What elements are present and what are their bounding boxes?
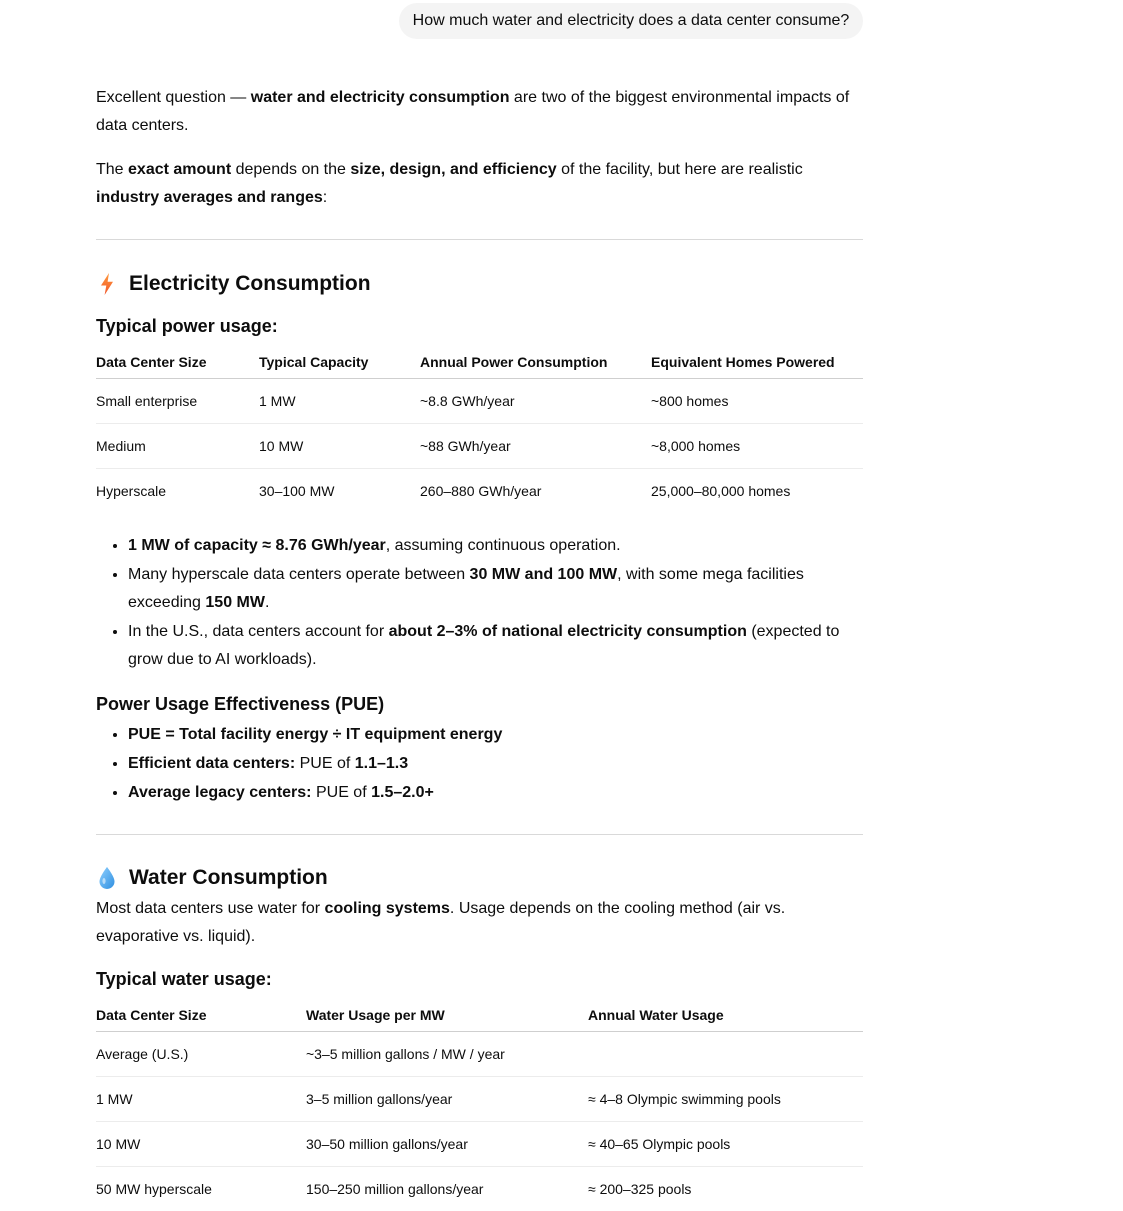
- text-segment: Excellent question —: [96, 89, 251, 106]
- table-header-cell: Annual Power Consumption: [420, 346, 651, 379]
- water-intro-paragraph: [96, 895, 863, 951]
- bold-text: exact amount: [128, 161, 231, 178]
- bold-text: size, design, and efficiency: [350, 161, 556, 178]
- table-cell: ~8,000 homes: [651, 424, 863, 469]
- list-item: [128, 749, 863, 778]
- pue-heading: Power Usage Effectiveness (PUE): [96, 692, 863, 716]
- text-segment: are two of the biggest environmental impacts of data centers.: [96, 89, 849, 134]
- table-cell: ≈ 40–65 Olympic pools: [588, 1122, 863, 1167]
- list-item: [128, 531, 863, 560]
- intro-paragraph-1: [96, 84, 863, 140]
- bold-text: 1.5–2.0+: [371, 784, 434, 801]
- table-cell: ~800 homes: [651, 379, 863, 424]
- table-row: [96, 1122, 863, 1167]
- table-header-row: [96, 346, 863, 379]
- user-message-text: How much water and electricity does a data center consume?: [413, 12, 850, 29]
- water-drop-icon: [96, 865, 118, 891]
- table-header-cell: Data Center Size: [96, 346, 259, 379]
- power-table-title: Typical power usage:: [96, 314, 863, 338]
- table-header-cell: Typical Capacity: [259, 346, 420, 379]
- table-row: [96, 379, 863, 424]
- bold-text: water and electricity consumption: [251, 89, 510, 106]
- text-segment: PUE of: [312, 784, 372, 801]
- table-cell: 10 MW: [96, 1122, 306, 1167]
- list-item: [128, 720, 863, 749]
- table-row: [96, 469, 863, 514]
- table-cell: Small enterprise: [96, 379, 259, 424]
- table-header-cell: Annual Water Usage: [588, 999, 863, 1032]
- electricity-heading-text: Electricity Consumption: [129, 272, 371, 296]
- table-row: [96, 424, 863, 469]
- electricity-section-heading: [96, 269, 863, 299]
- table-cell: Average (U.S.): [96, 1032, 306, 1077]
- text-segment: Most data centers use water for: [96, 900, 325, 917]
- text-segment: (expected to grow due to AI workloads).: [128, 623, 839, 668]
- text-segment: , with some mega facilities exceeding: [128, 566, 804, 611]
- table-cell: 50 MW hyperscale: [96, 1167, 306, 1211]
- text-segment: The: [96, 161, 128, 178]
- list-item: [128, 617, 863, 674]
- table-row: [96, 1167, 863, 1211]
- text-segment: PUE of: [295, 755, 355, 772]
- power-usage-table: [96, 346, 863, 513]
- table-cell: ~3–5 million gallons / MW / year: [306, 1032, 588, 1077]
- water-table-title: Typical water usage:: [96, 967, 863, 991]
- table-cell: 10 MW: [259, 424, 420, 469]
- text-segment: Many hyperscale data centers operate between: [128, 566, 470, 583]
- table-cell: ~88 GWh/year: [420, 424, 651, 469]
- text-segment: , assuming continuous operation.: [386, 537, 621, 554]
- table-row: [96, 1032, 863, 1077]
- water-section-heading: [96, 863, 863, 893]
- bold-text: Efficient data centers:: [128, 755, 295, 772]
- pue-list: [96, 720, 863, 807]
- text-segment: . Usage depends on the cooling method (air vs. evaporative vs. liquid).: [96, 900, 785, 945]
- user-message-bubble: [399, 3, 863, 39]
- lightning-icon: [96, 271, 118, 297]
- table-cell: 1 MW: [259, 379, 420, 424]
- table-cell: 3–5 million gallons/year: [306, 1077, 588, 1122]
- table-cell: 25,000–80,000 homes: [651, 469, 863, 514]
- table-cell: [588, 1032, 863, 1077]
- water-heading-text: Water Consumption: [129, 866, 328, 890]
- bold-text: 150 MW: [205, 594, 265, 611]
- table-cell: Medium: [96, 424, 259, 469]
- table-header-cell: Data Center Size: [96, 999, 306, 1032]
- table-cell: ~8.8 GWh/year: [420, 379, 651, 424]
- table-cell: 260–880 GWh/year: [420, 469, 651, 514]
- section-divider: [96, 834, 863, 835]
- intro-paragraph-2: [96, 156, 863, 212]
- bold-text: about 2–3% of national electricity consumption: [389, 623, 747, 640]
- table-cell: 30–50 million gallons/year: [306, 1122, 588, 1167]
- text-segment: of the facility, but here are realistic: [557, 161, 803, 178]
- list-item: [128, 560, 863, 617]
- section-divider: [96, 239, 863, 240]
- text-segment: In the U.S., data centers account for: [128, 623, 389, 640]
- table-cell: ≈ 4–8 Olympic swimming pools: [588, 1077, 863, 1122]
- power-facts-list: [96, 531, 863, 674]
- bold-text: PUE = Total facility energy ÷ IT equipment energy: [128, 726, 502, 743]
- text-segment: .: [265, 594, 269, 611]
- table-cell: 1 MW: [96, 1077, 306, 1122]
- table-cell: 30–100 MW: [259, 469, 420, 514]
- table-cell: Hyperscale: [96, 469, 259, 514]
- table-row: [96, 1077, 863, 1122]
- table-header-cell: Equivalent Homes Powered: [651, 346, 863, 379]
- bold-text: Average legacy centers:: [128, 784, 312, 801]
- text-segment: :: [323, 189, 327, 206]
- assistant-response: [96, 84, 863, 1211]
- bold-text: 30 MW and 100 MW: [470, 566, 618, 583]
- table-header-row: [96, 999, 863, 1032]
- bold-text: 1.1–1.3: [355, 755, 408, 772]
- bold-text: industry averages and ranges: [96, 189, 323, 206]
- bold-text: cooling systems: [325, 900, 450, 917]
- water-usage-table: [96, 999, 863, 1211]
- text-segment: depends on the: [231, 161, 350, 178]
- table-cell: 150–250 million gallons/year: [306, 1167, 588, 1211]
- table-header-cell: Water Usage per MW: [306, 999, 588, 1032]
- bold-text: 1 MW of capacity ≈ 8.76 GWh/year: [128, 537, 386, 554]
- list-item: [128, 778, 863, 807]
- table-cell: ≈ 200–325 pools: [588, 1167, 863, 1211]
